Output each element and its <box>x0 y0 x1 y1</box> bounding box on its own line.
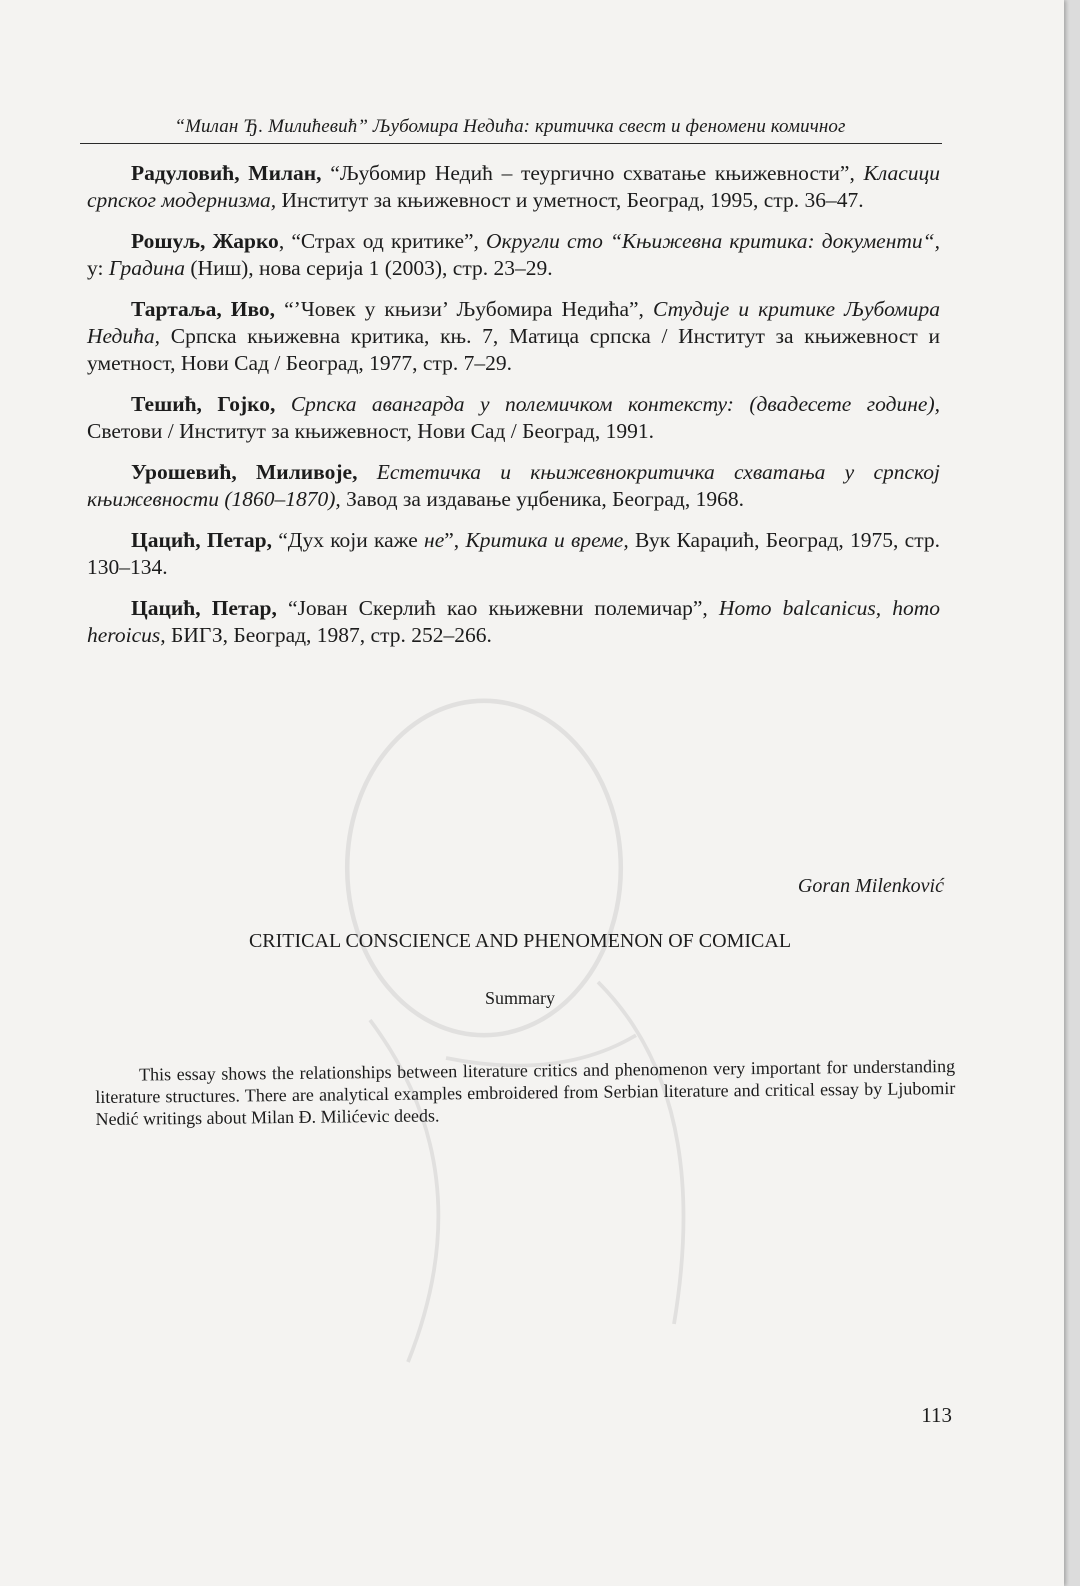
bibliography-entry <box>87 160 940 214</box>
bleed-through-illustration <box>180 640 940 1400</box>
bibliography-entry <box>87 595 940 649</box>
entry-author: Рошуљ, Жарко <box>131 229 279 253</box>
running-header: “Милан Ђ. Милићевић” Љубомира Недића: критичка свест и феномени комичног <box>174 116 846 137</box>
entry-author: Цацић, Петар, <box>131 596 277 620</box>
summary-author: Goran Milenković <box>797 875 944 897</box>
entry-text: Светови / Институт за књижевност, Нови Сад / Београд, 1991. <box>87 419 654 443</box>
entry-author: Урошевић, Миливоје, <box>131 460 358 484</box>
bibliography-entry <box>87 296 940 377</box>
entry-text: “Љубомир Недић – теургично схватање књижевности”, <box>321 161 864 185</box>
bibliography-entry <box>87 228 940 282</box>
entry-title: Класици српског модернизма, <box>87 161 941 212</box>
summary-paragraph: This essay shows the relationships between literature critics and phenomenon very important for understanding literature structures. There are analytical examples embroidered from Serbian literature and critical essay by Ljubomir Nedić writings about Milan Đ. Milićevic deeds. <box>95 1055 956 1129</box>
summary-title: CRITICAL CONSCIENCE AND PHENOMENON OF COMICAL <box>248 930 792 952</box>
bibliography-entry <box>87 459 940 513</box>
summary-label: Summary <box>485 988 555 1008</box>
entry-title: Српска авангарда у полемичком контексту: (двадесете године), <box>290 392 940 416</box>
entry-author: Тешић, Гојко, <box>131 392 276 416</box>
entry-text: “’Човек у књизи’ Љубомира Недића”, <box>275 297 653 321</box>
entry-author: Тартаља, Иво, <box>131 297 276 321</box>
entry-title: Округли сто “Књижевна критика: документи“, <box>486 229 940 253</box>
entry-title: Homo balcanicus, homo heroicus, <box>87 596 940 647</box>
entry-text: Институт за књижевност и уметност, Београд, 1995, стр. 36–47. <box>276 188 864 212</box>
entry-author: Цацић, Петар, <box>131 528 272 552</box>
bibliography-entry <box>87 527 940 581</box>
header-divider <box>80 143 942 144</box>
entry-text: ”, <box>444 528 466 552</box>
entry-text: БИГЗ, Београд, 1987, стр. 252–266. <box>165 623 492 647</box>
page-number: 113 <box>921 1403 952 1427</box>
bibliography-entry <box>87 391 940 445</box>
bibliography-list <box>87 160 940 663</box>
entry-text: Вук Караџић, Београд, 1975, стр. 130–134. <box>87 528 940 579</box>
entry-title: Студије и критике Љубомира Недића, <box>87 297 940 348</box>
entry-title: Критика и време, <box>465 528 629 552</box>
entry-text <box>357 460 376 484</box>
entry-author: Радуловић, Милан, <box>131 161 322 185</box>
entry-text: , “Страх од критике”, <box>278 229 487 253</box>
entry-text: Завод за издавање уџбеника, Београд, 1968. <box>340 487 744 511</box>
entry-title: не <box>424 528 445 552</box>
entry-title: Естетичка и књижевнокритичка схватања у српској књижевности (1860–1870), <box>87 460 941 511</box>
entry-text: у: <box>87 256 109 280</box>
entry-title: Градина <box>108 256 186 280</box>
entry-text: (Ниш), нова серија 1 (2003), стр. 23–29. <box>185 256 553 280</box>
entry-text: Српска књижевна критика, књ. 7, Матица српска / Институт за књижевност и уметност, Нови Сад / Београд, 1977, стр. 7–29. <box>87 324 940 375</box>
entry-text <box>275 392 290 416</box>
entry-text: “Дух који каже <box>272 528 425 552</box>
entry-text: “Јован Скерлић као књижевни полемичар”, <box>276 596 719 620</box>
